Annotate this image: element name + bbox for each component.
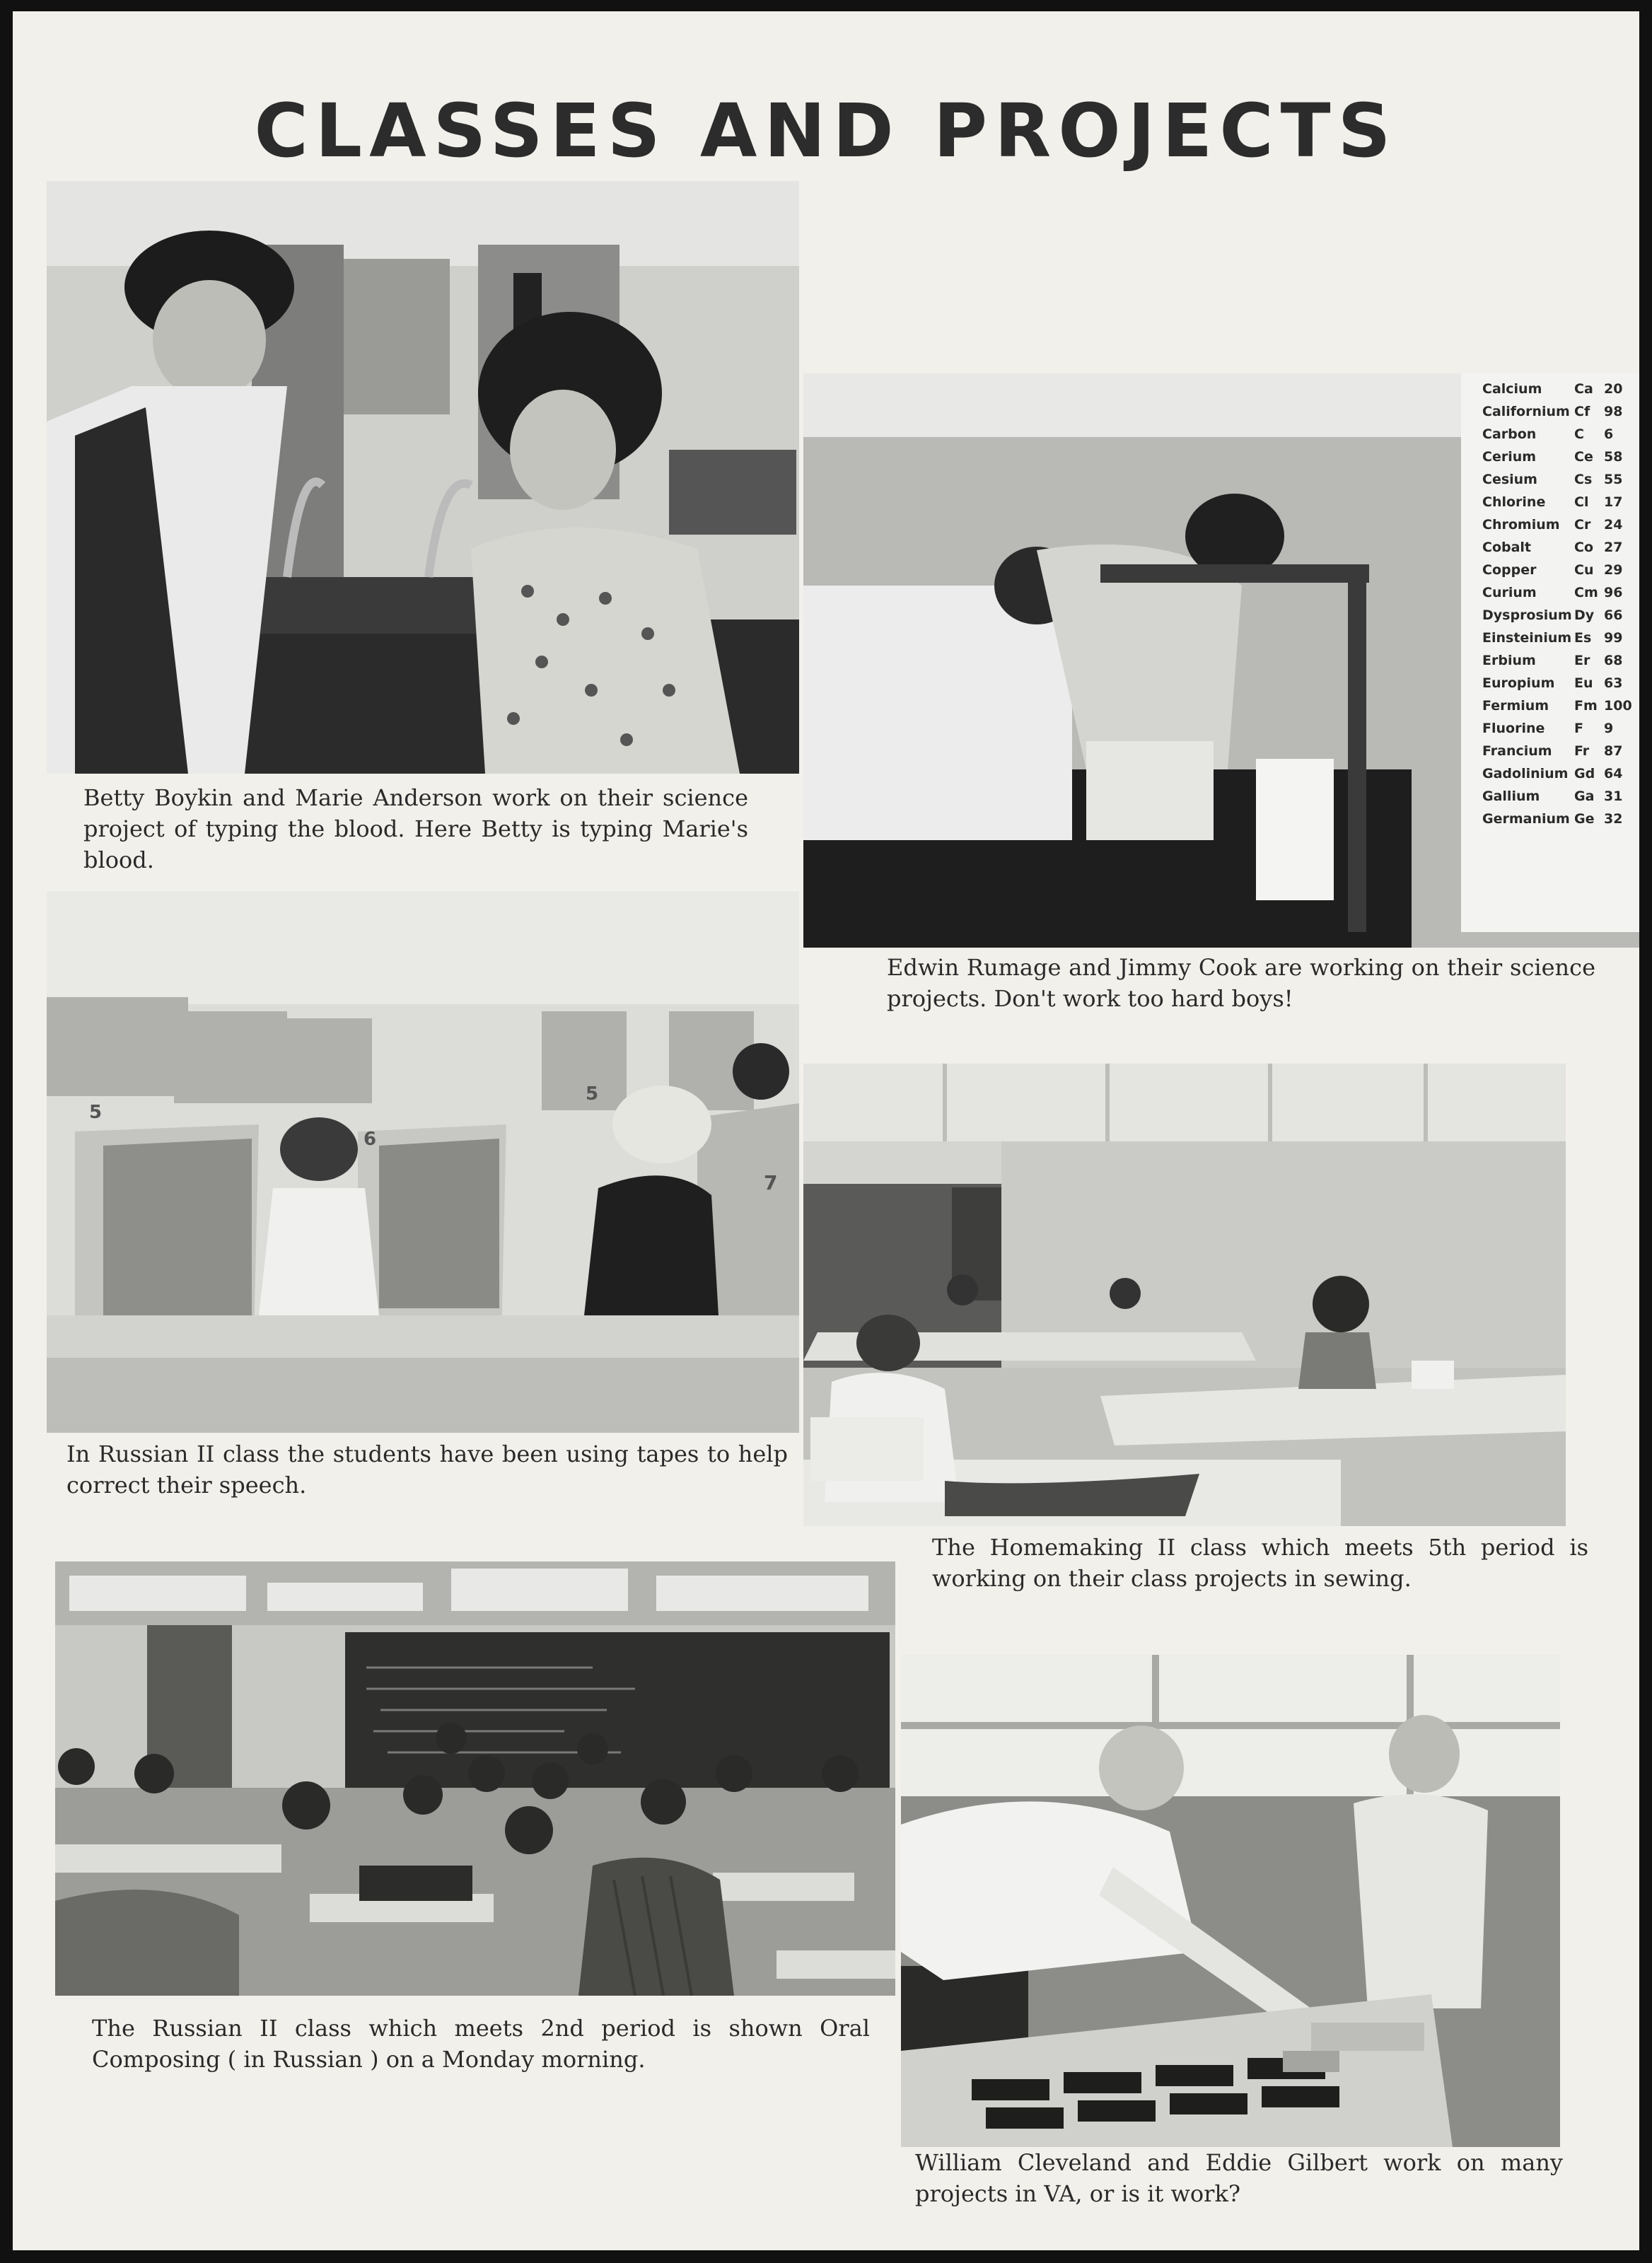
- element-symbol: Cf: [1574, 404, 1590, 419]
- periodic-chart: [1482, 373, 1639, 929]
- element-symbol: Ge: [1574, 811, 1595, 827]
- element-symbol: Gd: [1574, 766, 1595, 781]
- periodic-chart-row: [1482, 762, 1639, 785]
- element-number: 96: [1604, 585, 1623, 600]
- element-name: Gadolinium: [1482, 766, 1569, 781]
- element-name: Copper: [1482, 562, 1537, 578]
- periodic-chart-row: [1482, 581, 1639, 604]
- element-number: 98: [1604, 404, 1623, 419]
- element-name: Cobalt: [1482, 540, 1532, 555]
- element-symbol: Fr: [1574, 743, 1590, 759]
- periodic-chart-row: [1482, 627, 1639, 649]
- caption-russian-lab: In Russian II class the students have been using tapes to help correct their speech.: [66, 1441, 788, 1499]
- element-name: Calcium: [1482, 381, 1542, 397]
- element-name: Einsteinium: [1482, 630, 1572, 646]
- periodic-chart-row: [1482, 649, 1639, 672]
- element-symbol: Fm: [1574, 698, 1598, 714]
- photo-science-blood-typing: [47, 181, 799, 774]
- photo-russian-class: [55, 1561, 895, 1996]
- caption-shop: William Cleveland and Eddie Gilbert work on many projects in VA, or is it work?: [915, 2149, 1563, 2207]
- booth-number-3: 5: [586, 1083, 599, 1105]
- booth-number-4: 7: [764, 1171, 778, 1194]
- photo-science-projects: [803, 373, 1639, 948]
- element-symbol: C: [1574, 426, 1584, 442]
- element-name: Cesium: [1482, 472, 1537, 487]
- periodic-chart-row: [1482, 446, 1639, 468]
- element-symbol: F: [1574, 721, 1583, 736]
- periodic-chart-row: [1482, 491, 1639, 513]
- element-symbol: Co: [1574, 540, 1593, 555]
- element-number: 17: [1604, 494, 1623, 510]
- element-number: 20: [1604, 381, 1623, 397]
- element-number: 31: [1604, 789, 1623, 804]
- element-symbol: Er: [1574, 653, 1590, 668]
- booth-number-2: 6: [363, 1129, 377, 1150]
- periodic-chart-row: [1482, 536, 1639, 559]
- element-number: 29: [1604, 562, 1623, 578]
- periodic-chart-row: [1482, 378, 1639, 400]
- element-symbol: Eu: [1574, 675, 1593, 691]
- caption-science-projects: Edwin Rumage and Jimmy Cook are working on their science projects. Don't work too hard boys!: [887, 954, 1595, 1012]
- element-name: Cerium: [1482, 449, 1537, 465]
- yearbook-page: [13, 11, 1639, 2250]
- element-number: 68: [1604, 653, 1623, 668]
- element-name: Curium: [1482, 585, 1537, 600]
- element-symbol: Dy: [1574, 607, 1595, 623]
- element-symbol: Ga: [1574, 789, 1595, 804]
- periodic-chart-row: [1482, 672, 1639, 694]
- element-number: 32: [1604, 811, 1623, 827]
- periodic-chart-row: [1482, 513, 1639, 536]
- element-name: Californium: [1482, 404, 1570, 419]
- periodic-chart-row: [1482, 559, 1639, 581]
- element-name: Gallium: [1482, 789, 1540, 804]
- element-name: Germanium: [1482, 811, 1570, 827]
- element-name: Francium: [1482, 743, 1552, 759]
- element-number: 87: [1604, 743, 1623, 759]
- periodic-chart-row: [1482, 694, 1639, 717]
- periodic-chart-row: [1482, 604, 1639, 627]
- periodic-chart-row: [1482, 717, 1639, 740]
- periodic-chart-row: [1482, 785, 1639, 808]
- element-name: Europium: [1482, 675, 1555, 691]
- caption-science-blood-typing: Betty Boykin and Marie Anderson work on their science project of typing the blood. Here Betty is typing Marie's blood.: [83, 784, 748, 873]
- page-title: CLASSES AND PROJECTS: [254, 88, 1398, 174]
- element-symbol: Cu: [1574, 562, 1594, 578]
- element-number: 63: [1604, 675, 1623, 691]
- element-name: Carbon: [1482, 426, 1537, 442]
- booth-number-1: 5: [89, 1102, 103, 1123]
- element-number: 6: [1604, 426, 1614, 442]
- element-number: 27: [1604, 540, 1623, 555]
- periodic-chart-row: [1482, 423, 1639, 446]
- photo-shop: [901, 1655, 1560, 2147]
- element-symbol: Ce: [1574, 449, 1593, 465]
- element-name: Fermium: [1482, 698, 1549, 714]
- element-number: 100: [1604, 698, 1632, 714]
- element-name: Chromium: [1482, 517, 1560, 533]
- element-number: 99: [1604, 630, 1623, 646]
- element-symbol: Ca: [1574, 381, 1593, 397]
- periodic-chart-row: [1482, 400, 1639, 423]
- caption-homemaking: The Homemaking II class which meets 5th period is working on their class projects in sewing.: [932, 1534, 1588, 1592]
- periodic-chart-row: [1482, 468, 1639, 491]
- photo-russian-lab: [47, 891, 799, 1433]
- element-number: 55: [1604, 472, 1623, 487]
- photo-homemaking: [803, 1064, 1566, 1526]
- element-symbol: Cs: [1574, 472, 1593, 487]
- element-symbol: Cr: [1574, 517, 1591, 533]
- element-number: 9: [1604, 721, 1614, 736]
- element-number: 24: [1604, 517, 1623, 533]
- element-name: Erbium: [1482, 653, 1536, 668]
- element-symbol: Cl: [1574, 494, 1589, 510]
- element-number: 66: [1604, 607, 1623, 623]
- element-number: 58: [1604, 449, 1623, 465]
- element-symbol: Cm: [1574, 585, 1598, 600]
- element-name: Chlorine: [1482, 494, 1546, 510]
- element-symbol: Es: [1574, 630, 1592, 646]
- periodic-chart-row: [1482, 740, 1639, 762]
- element-number: 64: [1604, 766, 1623, 781]
- element-name: Dysprosium: [1482, 607, 1572, 623]
- periodic-chart-row: [1482, 808, 1639, 830]
- element-name: Fluorine: [1482, 721, 1545, 736]
- caption-russian-class: The Russian II class which meets 2nd period is shown Oral Composing ( in Russian ) on a Monday morning.: [92, 2015, 870, 2073]
